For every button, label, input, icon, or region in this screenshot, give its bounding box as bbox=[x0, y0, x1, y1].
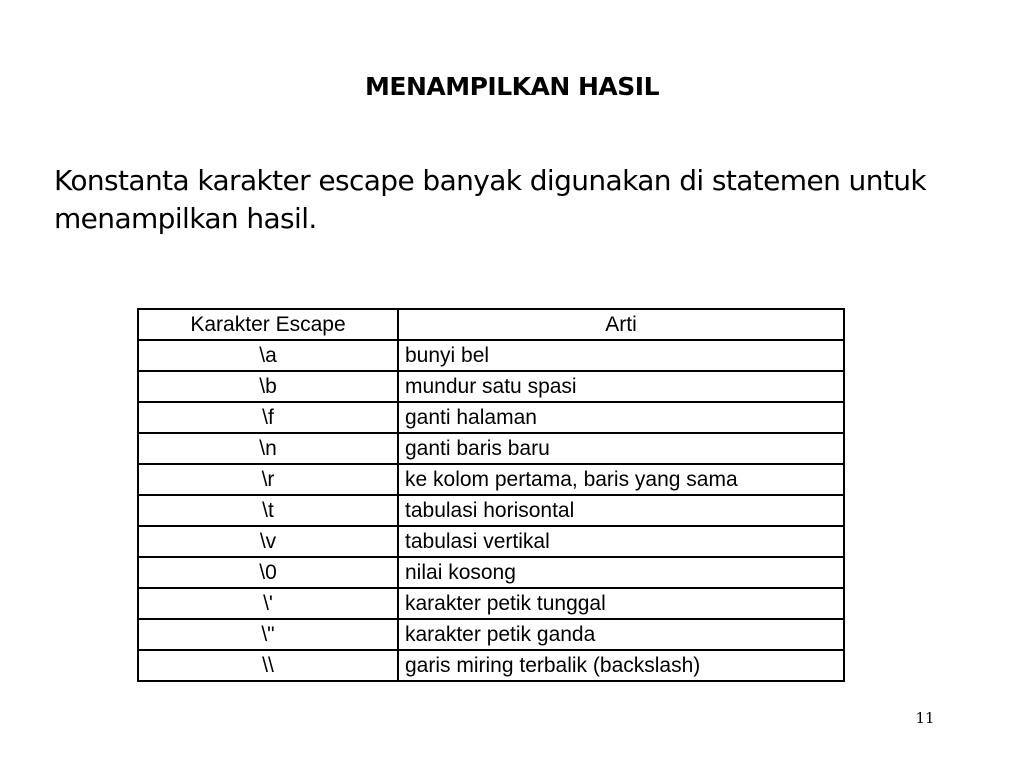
escape-cell: \t bbox=[138, 495, 398, 526]
meaning-cell: garis miring terbalik (backslash) bbox=[398, 650, 844, 681]
escape-cell: \f bbox=[138, 402, 398, 433]
header-karakter-escape: Karakter Escape bbox=[138, 309, 398, 340]
escape-cell: \b bbox=[138, 371, 398, 402]
meaning-cell: ganti halaman bbox=[398, 402, 844, 433]
meaning-cell: tabulasi horisontal bbox=[398, 495, 844, 526]
table-row bbox=[138, 650, 844, 681]
table-row bbox=[138, 588, 844, 619]
table-header-row bbox=[138, 309, 844, 340]
escape-cell: \a bbox=[138, 340, 398, 371]
meaning-cell: karakter petik ganda bbox=[398, 619, 844, 650]
meaning-cell: tabulasi vertikal bbox=[398, 526, 844, 557]
table-row bbox=[138, 433, 844, 464]
escape-cell: \r bbox=[138, 464, 398, 495]
escape-character-table bbox=[137, 308, 845, 682]
meaning-cell: bunyi bel bbox=[398, 340, 844, 371]
escape-cell: \v bbox=[138, 526, 398, 557]
escape-cell: \n bbox=[138, 433, 398, 464]
meaning-cell: ke kolom pertama, baris yang sama bbox=[398, 464, 844, 495]
intro-paragraph: Konstanta karakter escape banyak digunakan di statemen untuk menampilkan hasil. bbox=[54, 164, 926, 235]
meaning-cell: nilai kosong bbox=[398, 557, 844, 588]
table-row bbox=[138, 526, 844, 557]
meaning-cell: ganti baris baru bbox=[398, 433, 844, 464]
slide-title: MENAMPILKAN HASIL bbox=[364, 72, 659, 101]
page-number: 11 bbox=[915, 709, 935, 727]
table-row bbox=[138, 619, 844, 650]
escape-cell: \\ bbox=[138, 650, 398, 681]
escape-cell: \' bbox=[138, 588, 398, 619]
table-row bbox=[138, 402, 844, 433]
meaning-cell: mundur satu spasi bbox=[398, 371, 844, 402]
table-row bbox=[138, 371, 844, 402]
table-row bbox=[138, 557, 844, 588]
header-arti: Arti bbox=[398, 309, 844, 340]
meaning-cell: karakter petik tunggal bbox=[398, 588, 844, 619]
table-row bbox=[138, 464, 844, 495]
table-row bbox=[138, 340, 844, 371]
escape-cell: \" bbox=[138, 619, 398, 650]
escape-cell: \0 bbox=[138, 557, 398, 588]
table-row bbox=[138, 495, 844, 526]
